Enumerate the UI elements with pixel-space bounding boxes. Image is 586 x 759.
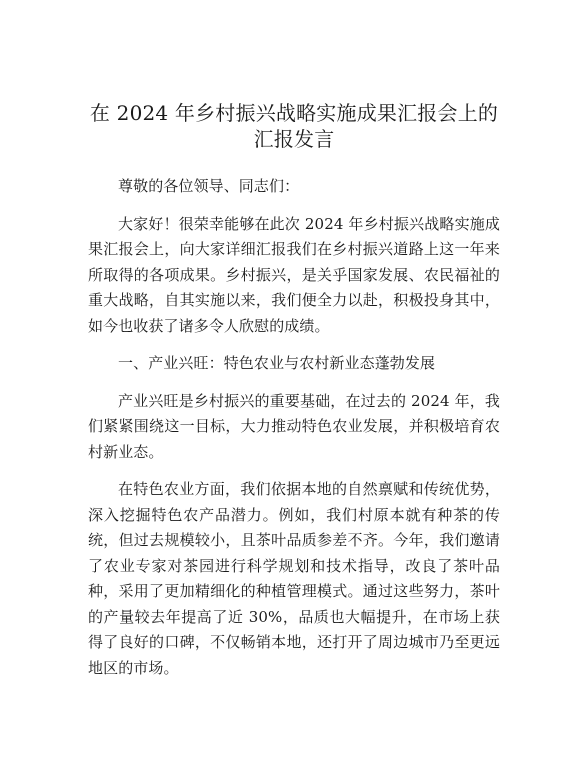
salutation: 尊敬的各位领导、同志们： — [118, 177, 300, 195]
document-title: 在 2024 年乡村振兴战略实施成果汇报会上的汇报发言 — [89, 101, 499, 151]
section-heading-1: 一、产业兴旺：特色农业与农村新业态蓬勃发展 — [118, 354, 436, 372]
opening-paragraph: 大家好！很荣幸能够在此次 2024 年乡村振兴战略实施成果汇报会上，向大家详细汇报我们在乡村振兴道路上这一年来所取得的各项成果。乡村振兴，是关乎国家发展、农民福祉的重大战略，自其实施以来，我们便全力以赴，积极投身其中，如今也收获了诸多令人欣慰的成绩。 — [88, 214, 500, 335]
special-agriculture-paragraph: 在特色农业方面，我们依据本地的自然禀赋和传统优势，深入挖掘特色农产品潜力。例如，我们村原本就有种茶的传统，但过去规模较小，且茶叶品质参差不齐。今年，我们邀请了农业专家对茶园进行科学规划和技术指导，改良了茶叶品种，采用了更加精细化的种植管理模式。通过这些努力，茶叶的产量较去年提高了近 30%，品质也大幅提升，在市场上获得了良好的口碑，不仅畅销本地，还打开了周边城市乃至更远地区的市场。 — [88, 480, 500, 677]
section-1-intro-paragraph: 产业兴旺是乡村振兴的重要基础，在过去的 2024 年，我们紧紧围绕这一目标，大力推动特色农业发展，并积极培育农村新业态。 — [88, 391, 500, 461]
